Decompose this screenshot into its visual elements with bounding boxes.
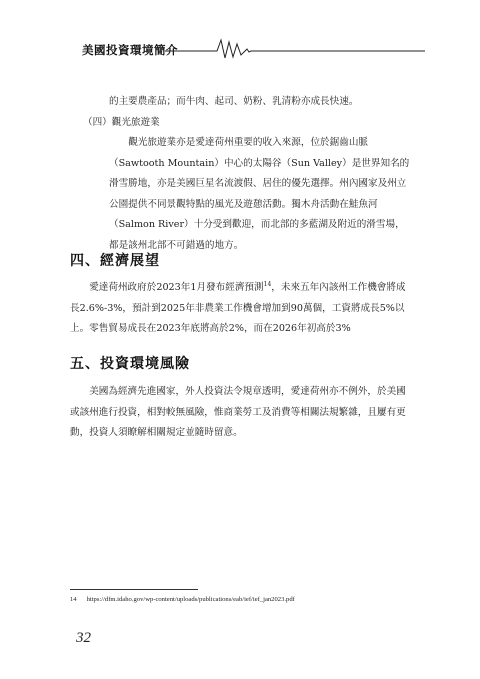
paragraph-products: 的主要農產品；而牛肉、起司、奶粉、乳清粉亦成長快速。 — [109, 96, 359, 107]
outlook-text-a: 愛達荷州政府於2023年1月發布經濟預測 — [89, 282, 264, 293]
section-heading-economic-outlook: 四、經濟展望 — [70, 253, 160, 269]
paragraph-tourism: 觀光旅遊業亦是愛達荷州重要的收入來源，位於鋸齒山脈（Sawtooth Mountain）中心的太陽谷（Sun Valley）是世界知名的滑雪勝地，亦是美國巨星名流渡假、居住的優先選擇。州內國家及州立公園提供不同景觀特點的風光及遊憩活動。獨木舟活動在鮭魚河（Salmon River）十分受到歡迎，而北部的多藍湖及附近的滑雪場，都是該州北部不可錯過的地方。 — [109, 137, 410, 251]
footnote-number: 14 — [70, 596, 77, 603]
footnote-ref: 14 — [263, 280, 272, 288]
footnote-url: https://dfm.idaho.gov/wp-content/uploads/publications/eab/ief/ief_jan2023.pdf — [86, 596, 295, 603]
page-number: 32 — [76, 630, 91, 646]
sub-heading-tourism: （四）觀光旅遊業 — [83, 117, 160, 128]
footnote — [70, 596, 295, 603]
section-heading-investment-risk: 五、投資環境風險 — [70, 356, 190, 372]
outlook-text-b: ，未來五年內該州工作機會將成長2.6%-3%，預計到2025年非農業工作機會增加到90萬個，工資將成長5%以上。零售貿易成長在2023年底將高於2%，而在2026年初高於3% — [70, 282, 406, 334]
paragraph-investment-risk: 美國為經濟先進國家，外人投資法令規章透明，愛達荷州亦不例外，於美國或該州進行投資，相對較無風險，惟商業勞工及消費等相關法規繁雜，且屢有更動，投資人須瞭解相關規定並隨時留意。 — [70, 386, 406, 438]
header-wave-line — [165, 36, 425, 60]
footnote-divider — [70, 589, 198, 590]
paragraph-economic-outlook — [70, 278, 414, 340]
running-header-title: 美國投資環境簡介 — [82, 43, 178, 57]
